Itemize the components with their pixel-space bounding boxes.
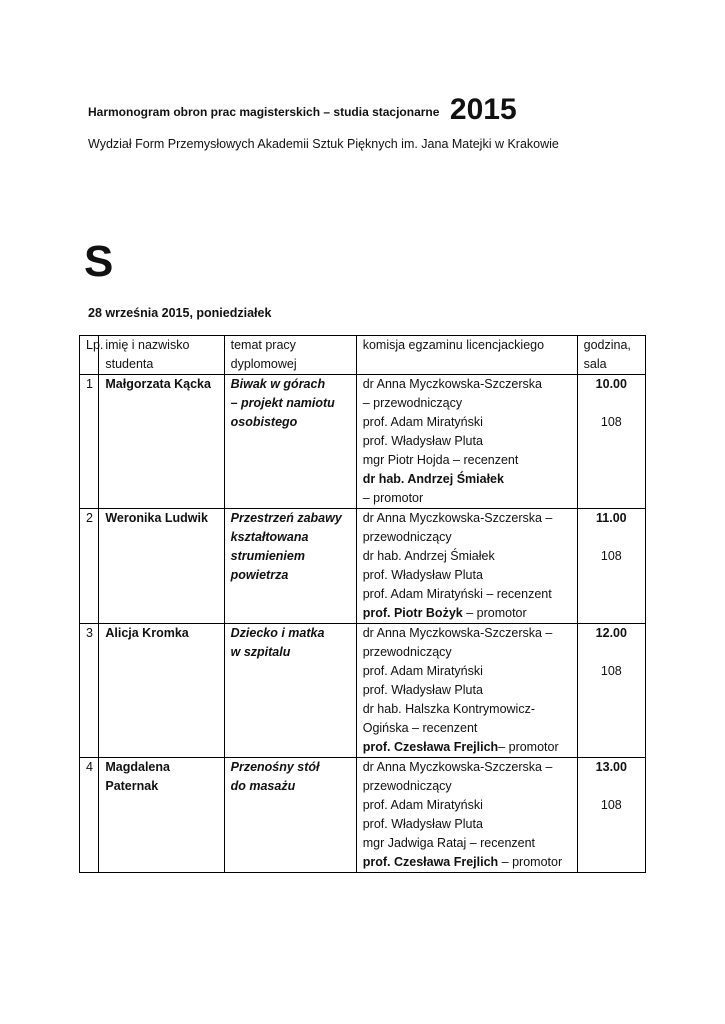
header-committee	[356, 336, 577, 375]
committee-member-text: prof. Czesława Frejlich	[362, 740, 499, 754]
committee-member-line	[363, 815, 571, 834]
cell-lp	[80, 624, 99, 758]
table-row	[80, 509, 646, 624]
committee-member-line	[363, 834, 571, 853]
room-number: 108	[600, 549, 622, 563]
thesis-topic-line: Dziecko i matka	[230, 626, 325, 640]
committee-member-line	[363, 700, 571, 719]
committee-member-line	[363, 643, 571, 662]
cell-thesis-topic	[224, 624, 356, 758]
committee-member-line	[363, 585, 571, 604]
committee-role-suffix: – promotor	[498, 855, 563, 869]
committee-member-text: – przewodniczący	[362, 396, 463, 410]
committee-member-text: przewodniczący	[362, 645, 452, 659]
table-row	[80, 624, 646, 758]
defense-date: 28 września 2015, poniedziałek	[88, 306, 272, 320]
document-year: 2015	[449, 93, 517, 126]
row-number: 3	[86, 626, 93, 640]
committee-member-line	[363, 394, 571, 413]
header-name-line: imię i nazwisko	[105, 338, 190, 352]
committee-member-text: prof. Władysław Pluta	[362, 434, 483, 448]
committee-member-line	[363, 413, 571, 432]
committee-member-text: prof. Piotr Bożyk	[362, 606, 463, 620]
cell-thesis-topic	[224, 758, 356, 873]
thesis-topic-line: – projekt namiotu	[230, 396, 335, 410]
committee-role-suffix: – promotor	[498, 740, 559, 754]
student-name-line: Małgorzata Kącka	[105, 377, 211, 391]
committee-member-text: prof. Władysław Pluta	[362, 817, 483, 831]
committee-member-line	[363, 470, 571, 489]
row-number: 4	[86, 760, 93, 774]
committee-member-line	[363, 432, 571, 451]
row-number: 2	[86, 511, 93, 525]
cell-time-room	[577, 509, 645, 624]
committee-member-text: dr Anna Myczkowska-Szczerska –	[362, 760, 553, 774]
cell-time-room	[577, 624, 645, 758]
header-committee-label: komisja egzaminu licencjackiego	[362, 338, 545, 352]
committee-member-text: dr Anna Myczkowska-Szczerska –	[362, 511, 553, 525]
committee-member-text: prof. Władysław Pluta	[362, 683, 483, 697]
committee-member-line	[363, 758, 571, 777]
header-time	[577, 336, 645, 375]
committee-member-text: prof. Czesława Frejlich	[362, 855, 499, 869]
thesis-topic-line: Przestrzeń zabawy	[230, 511, 342, 525]
committee-member-text: prof. Władysław Pluta	[362, 568, 483, 582]
room-number: 108	[600, 664, 622, 678]
thesis-topic-line: osobistego	[230, 415, 298, 429]
cell-thesis-topic	[224, 509, 356, 624]
section-letter: S	[84, 237, 114, 286]
committee-member-line	[363, 777, 571, 796]
student-name-line: Alicja Kromka	[105, 626, 189, 640]
thesis-topic-line: kształtowana	[230, 530, 309, 544]
committee-member-text: dr Anna Myczkowska-Szczerska –	[362, 626, 553, 640]
faculty-subtitle: Wydział Form Przemysłowych Akademii Sztuk Pięknych im. Jana Matejki w Krakowie	[88, 137, 559, 151]
committee-member-text: mgr Piotr Hojda – recenzent	[362, 453, 519, 467]
student-name-line: Weronika Ludwik	[105, 511, 208, 525]
row-number: 1	[86, 377, 93, 391]
committee-member-line	[363, 853, 571, 872]
thesis-topic-line: Przenośny stół	[230, 760, 320, 774]
thesis-topic-line: do masażu	[230, 779, 296, 793]
table-row	[80, 758, 646, 873]
committee-member-line	[363, 624, 571, 643]
committee-member-text: dr hab. Halszka Kontrymowicz-	[362, 702, 535, 716]
committee-member-line	[363, 604, 571, 623]
document-title: Harmonogram obron prac magisterskich – studia stacjonarne	[88, 105, 440, 119]
cell-lp	[80, 375, 99, 509]
cell-time-room	[577, 375, 645, 509]
committee-member-line	[363, 509, 571, 528]
committee-member-text: prof. Adam Miratyński	[362, 664, 483, 678]
committee-member-text: prof. Adam Miratyński	[362, 415, 483, 429]
committee-member-text: mgr Jadwiga Rataj – recenzent	[362, 836, 536, 850]
thesis-topic-line: Biwak w górach	[230, 377, 326, 391]
header-time-line: godzina,	[583, 338, 631, 352]
cell-committee	[356, 624, 577, 758]
cell-committee	[356, 758, 577, 873]
committee-role-suffix: – promotor	[462, 606, 527, 620]
room-number: 108	[600, 798, 622, 812]
thesis-topic-line: powietrza	[230, 568, 289, 582]
committee-member-text: przewodniczący	[362, 530, 452, 544]
table-row	[80, 375, 646, 509]
defense-time: 11.00	[596, 511, 627, 525]
cell-student-name	[99, 375, 224, 509]
cell-time-room	[577, 758, 645, 873]
committee-member-line	[363, 719, 571, 738]
header-name	[99, 336, 224, 375]
cell-student-name	[99, 758, 224, 873]
student-name-line: Paternak	[105, 779, 159, 793]
thesis-topic-line: w szpitalu	[230, 645, 291, 659]
room-number: 108	[600, 415, 622, 429]
cell-thesis-topic	[224, 375, 356, 509]
cell-committee	[356, 375, 577, 509]
header-time-line: sala	[583, 357, 607, 371]
thesis-topic-line: strumieniem	[230, 549, 305, 563]
committee-member-line	[363, 566, 571, 585]
defense-schedule-table	[79, 335, 646, 873]
committee-member-line	[363, 738, 571, 757]
defense-time: 10.00	[595, 377, 627, 391]
cell-committee	[356, 509, 577, 624]
header-topic-line: temat pracy	[230, 338, 296, 352]
student-name-line: Magdalena	[105, 760, 170, 774]
defense-time: 13.00	[595, 760, 627, 774]
committee-member-line	[363, 662, 571, 681]
committee-member-line	[363, 528, 571, 547]
committee-member-text: – promotor	[362, 491, 424, 505]
committee-member-line	[363, 796, 571, 815]
committee-member-line	[363, 547, 571, 566]
committee-member-text: prof. Adam Miratyński	[362, 798, 483, 812]
committee-member-text: prof. Adam Miratyński – recenzent	[362, 587, 552, 601]
cell-lp	[80, 758, 99, 873]
committee-member-line	[363, 489, 571, 508]
table-header-row	[80, 336, 646, 375]
committee-member-text: dr Anna Myczkowska-Szczerska	[362, 377, 542, 391]
header-topic-line: dyplomowej	[230, 357, 297, 371]
cell-lp	[80, 509, 99, 624]
header-lp	[80, 336, 104, 375]
committee-member-line	[363, 375, 571, 394]
cell-student-name	[99, 509, 224, 624]
committee-member-text: Ogińska – recenzent	[362, 721, 478, 735]
committee-member-text: dr hab. Andrzej Śmiałek	[362, 549, 495, 563]
cell-student-name	[99, 624, 224, 758]
header-name-line: studenta	[105, 357, 154, 371]
header-lp-label: Lp.	[86, 338, 104, 352]
committee-member-text: przewodniczący	[362, 779, 452, 793]
defense-time: 12.00	[595, 626, 627, 640]
committee-member-line	[363, 681, 571, 700]
document-title-row	[88, 90, 517, 124]
header-topic	[224, 336, 356, 375]
committee-member-text: dr hab. Andrzej Śmiałek	[362, 472, 504, 486]
committee-member-line	[363, 451, 571, 470]
